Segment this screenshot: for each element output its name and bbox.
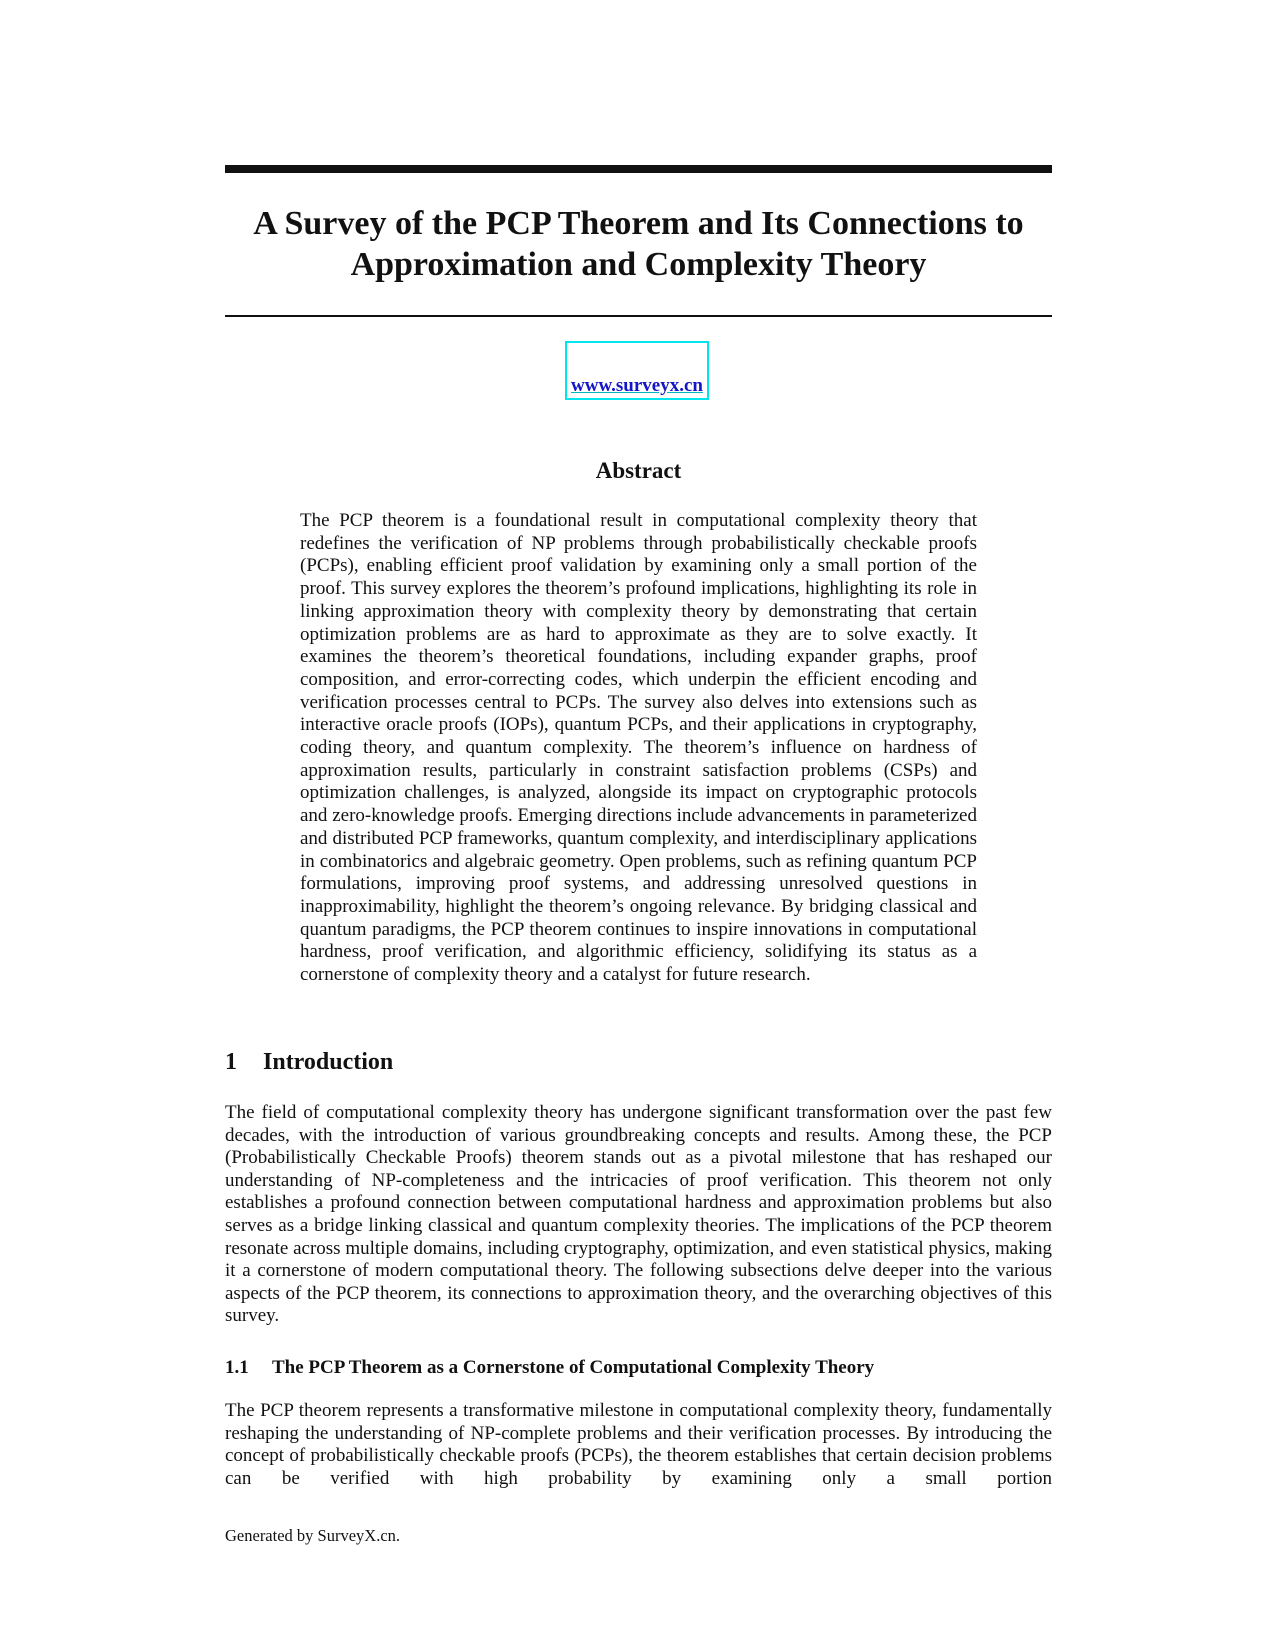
abstract-body: The PCP theorem is a foundational result in computational complexity theory that redefines the verification of NP problems through probabilistically checkable proofs (PCPs), enabling efficient proof validation by examining only a small portion of the proof. This survey explores the theorem’s profound implications, highlighting its role in linking approximation theory with complexity theory by demonstrating that certain optimization problems are as hard to approximate as they are to solve exactly. It examines the theorem’s theoretical foundations, including expander graphs, proof composition, and error-correcting codes, which underpin the efficient encoding and verification processes central to PCPs. The survey also delves into extensions such as interactive oracle proofs (IOPs), quantum PCPs, and their applications in cryptography, coding theory, and quantum complexity. The theorem’s influence on hardness of approximation results, particularly in constraint satisfaction problems (CSPs) and optimization challenges, is analyzed, alongside its impact on cryptographic protocols and zero-knowledge proofs. Emerging directions include advancements in parameterized and distributed PCP frameworks, quantum complexity, and interdisciplinary applications in combinatorics and algebraic geometry. Open problems, such as refining quantum PCP formulations, improving proof systems, and addressing unresolved questions in inapproximability, highlight the theorem’s ongoing relevance. By bridging classical and quantum paradigms, the PCP theorem continues to inspire innovations in computational hardness, proof verification, and algorithmic efficiency, solidifying its status as a cornerstone of complexity theory and a catalyst for future research. <box>300 510 977 986</box>
title-top-rule <box>225 165 1052 173</box>
website-link-box[interactable] <box>565 341 709 400</box>
section-title: Introduction <box>263 1049 394 1075</box>
subsection-number: 1.1 <box>225 1357 249 1378</box>
paper-title: A Survey of the PCP Theorem and Its Connections to Approximation and Complexity Theory <box>253 205 1024 283</box>
subsection-title: The PCP Theorem as a Cornerstone of Computational Complexity Theory <box>272 1357 875 1378</box>
title-bottom-rule <box>225 315 1052 317</box>
abstract-heading: Abstract <box>595 458 682 483</box>
section-heading-introduction <box>225 1049 1052 1076</box>
section-number: 1 <box>225 1049 237 1075</box>
introduction-paragraph: The field of computational complexity theory has undergone significant transformation over the past few decades, with the introduction of various groundbreaking concepts and results. Among these, the PCP (Probabilistically Checkable Proofs) theorem stands out as a pivotal milestone that has reshaped our understanding of NP-completeness and the intricacies of proof verification. This theorem not only establishes a profound connection between computational hardness and approximation problems but also serves as a bridge linking classical and quantum complexity theories. The implications of the PCP theorem resonate across multiple domains, including cryptography, optimization, and even statistical physics, making it a cornerstone of modern computational theory. The following subsections delve deeper into the various aspects of the PCP theorem, its connections to approximation theory, and the overarching objectives of this survey. <box>225 1102 1052 1327</box>
subsection-paragraph: The PCP theorem represents a transformative milestone in computational complexity theory, fundamentally reshaping the understanding of NP-complete problems and their verification processes. By introducing the concept of probabilistically checkable proofs (PCPs), the theorem establishes that certain decision problems can be verified with high probability by examining only a small portion <box>225 1400 1052 1489</box>
subsection-heading <box>225 1357 1052 1379</box>
website-link[interactable]: www.surveyx.cn <box>571 375 703 396</box>
footer-note: Generated by SurveyX.cn. <box>225 1526 401 1545</box>
